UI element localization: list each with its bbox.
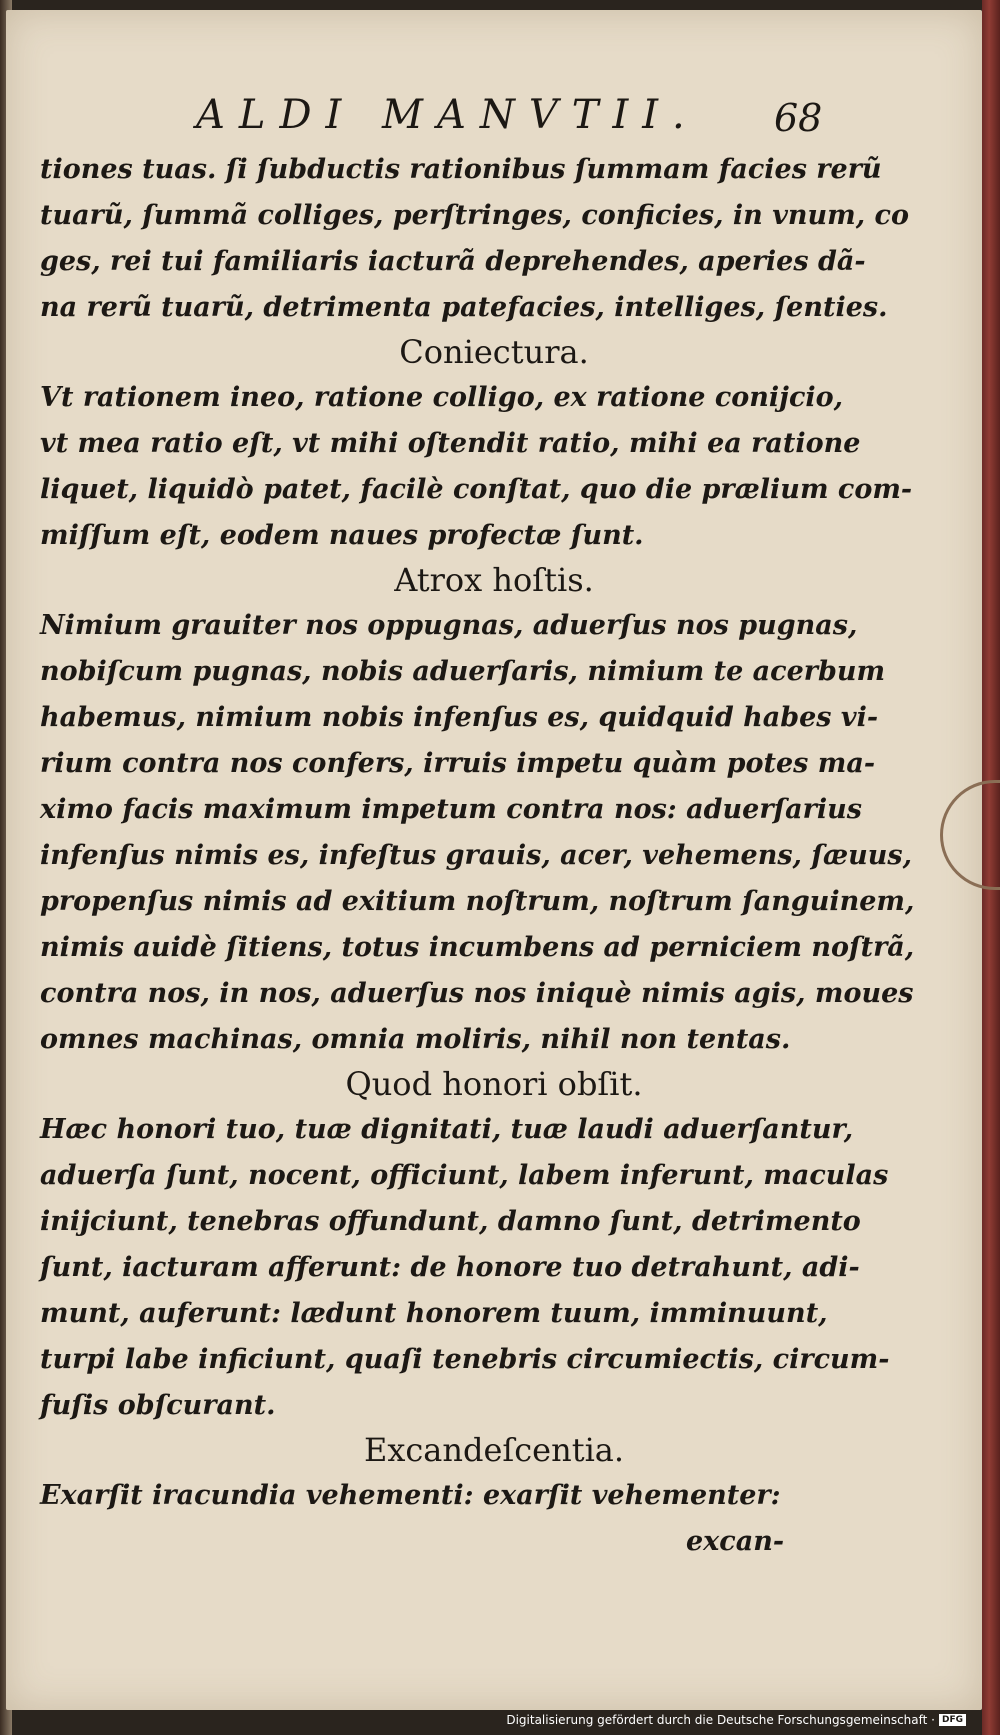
text-line: ximo facis maximum impetum contra nos: aduerſarius [40,794,862,825]
text-line: Hæc honori tuo, tuæ dignitati, tuæ laudi aduerſantur, [40,1114,854,1145]
text-line: na rerũ tuarũ, detrimenta patefacies, intelliges, ſenties. [40,292,888,323]
text-line: ges, rei tui familiaris iacturã deprehendes, aperies dã- [40,246,866,277]
digitization-credit [506,1713,966,1727]
text-line: tiones tuas. ſi ſubductis rationibus ſummam facies rerũ [40,154,882,185]
dfg-logo: DFG [939,1714,966,1726]
text-line: propenſus nimis ad exitium noſtrum, noſtrum ſanguinem, [40,886,915,917]
text-line: fuſis obſcurant. [40,1390,276,1421]
text-line: ſunt, iacturam afferunt: de honore tuo detrahunt, adi- [40,1252,860,1283]
text-line: contra nos, in nos, aduerſus nos iniquè nimis agis, moues [40,978,914,1009]
text-line: tuarũ, ſummã colliges, perſtringes, conficies, in vnum, co [40,200,909,231]
text-line: rium contra nos confers, irruis impetu quàm potes ma- [40,748,876,779]
section-heading: Excandeſcentia. [363,1431,625,1469]
text-line: aduerſa ſunt, nocent, officiunt, labem inferunt, maculas [40,1160,889,1191]
text-line: munt, auferunt: lædunt honorem tuum, imminuunt, [40,1298,828,1329]
text-line: habemus, nimium nobis infenſus es, quidquid habes vi- [40,702,879,733]
text-line: Vt rationem ineo, ratione colligo, ex ratione conijcio, [40,382,844,413]
text-line: nimis auidè ſitiens, totus incumbens ad perniciem noſtrã, [40,932,915,963]
section-heading: Coniectura. [399,333,589,371]
book-page [6,10,982,1710]
section-heading: Quod honori obſit. [345,1065,643,1103]
text-line: nobiſcum pugnas, nobis aduerſaris, nimium te acerbum [40,656,886,687]
text-line: liquet, liquidò patet, facilè conſtat, quo die prælium com- [40,474,913,505]
text-line: Nimium grauiter nos oppugnas, aduerſus nos pugnas, [40,610,858,641]
catchword: excan- [686,1526,785,1557]
page-number: 68 [774,96,823,140]
text-line: omnes machinas, omnia moliris, nihil non tentas. [40,1024,791,1055]
text-line: vt mea ratio eſt, vt mihi oſtendit ratio, mihi ea ratione [40,428,861,459]
credit-text: Digitalisierung gefördert durch die Deutsche Forschungsgemeinschaft · [506,1713,935,1727]
text-line: infenſus nimis es, infeſtus grauis, acer, vehemens, ſæuus, [40,840,912,871]
section-heading: Atrox hoſtis. [394,561,594,599]
text-line: Exarſit iracundia vehementi: exarſit vehementer: [40,1480,781,1511]
text-line: turpi labe inficiunt, quaſi tenebris circumiectis, circum- [40,1344,890,1375]
running-title: ALDI MANVTII. [196,92,699,138]
text-line: inijciunt, tenebras offundunt, damno ſunt, detrimento [40,1206,861,1237]
text-line: miſſum eſt, eodem naues profectæ ſunt. [40,520,644,551]
